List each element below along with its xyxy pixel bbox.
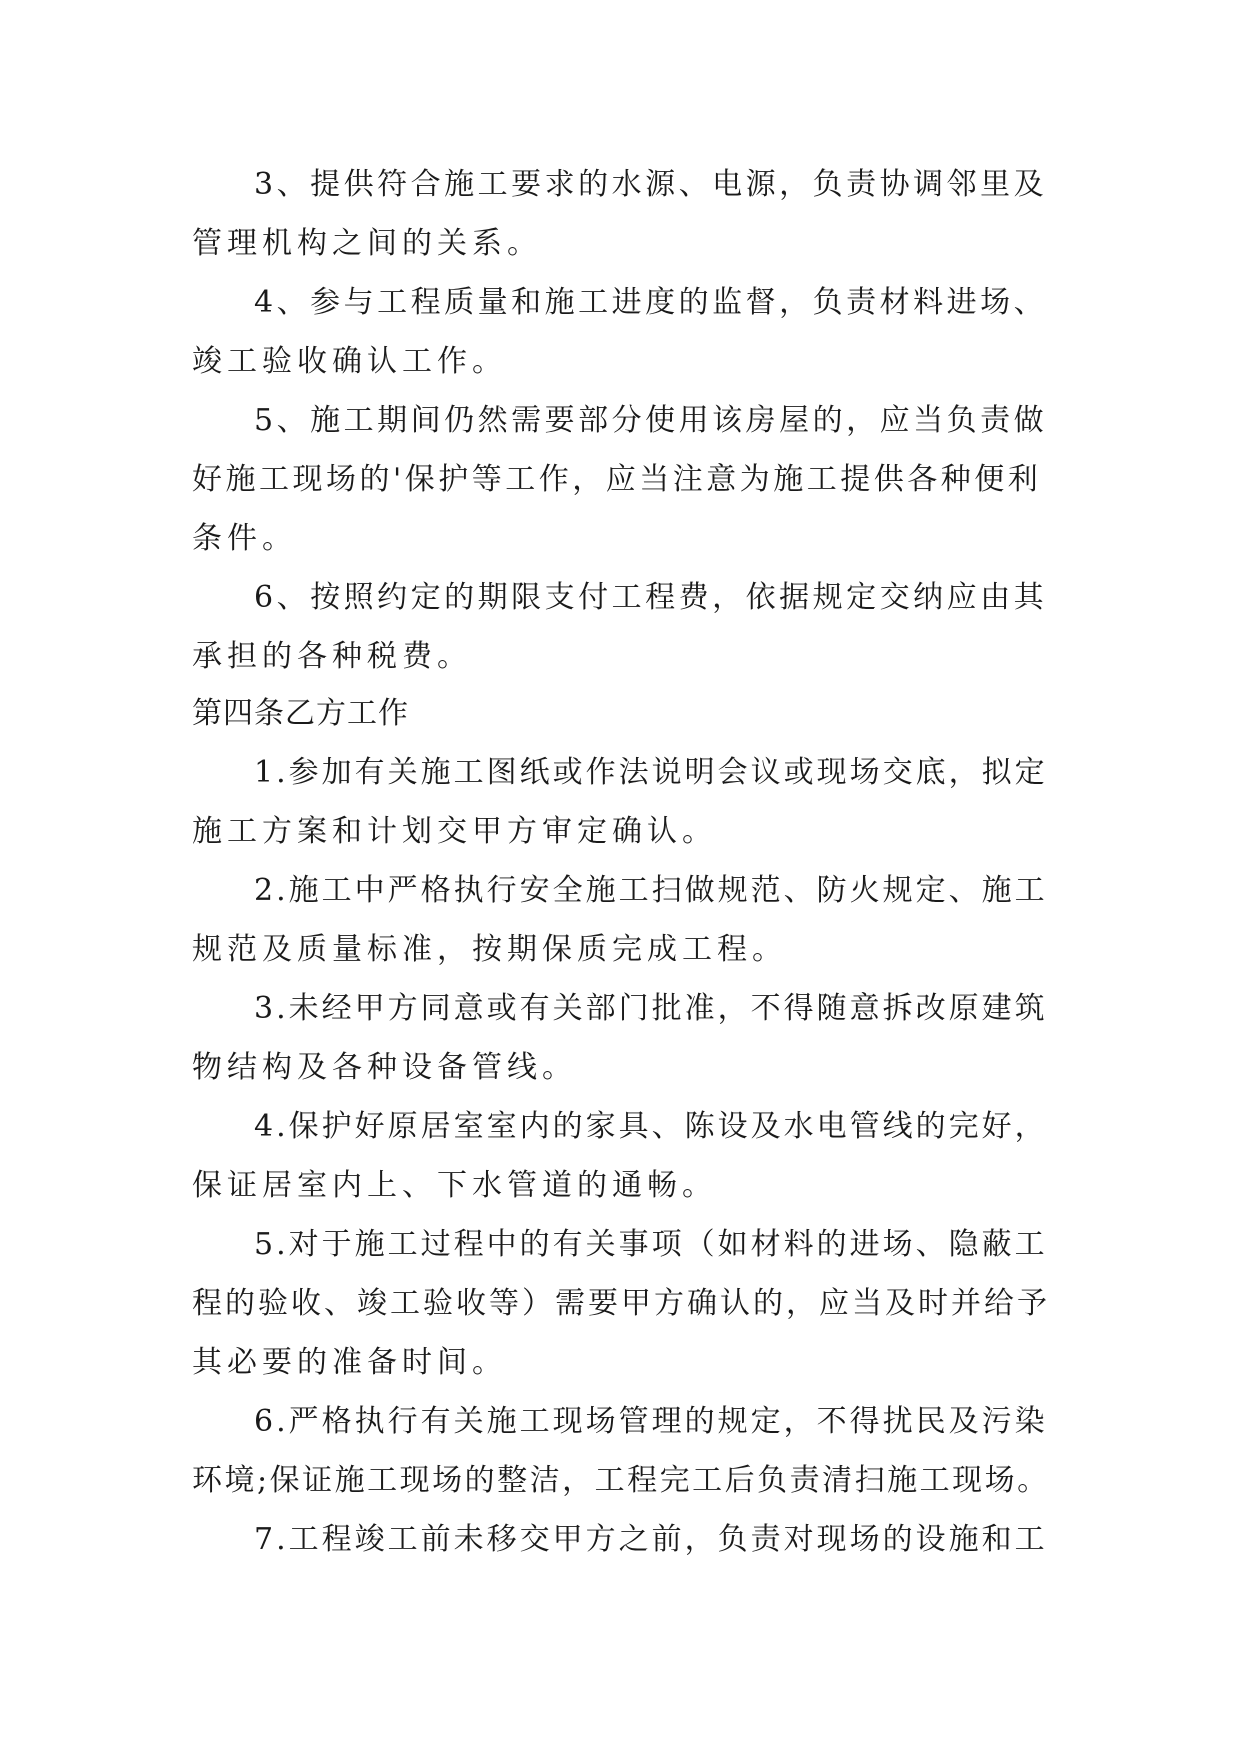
paragraph-line: 条件。 bbox=[192, 521, 297, 556]
paragraph-line: 5、施工期间仍然需要部分使用该房屋的，应当负责做 bbox=[254, 403, 1048, 438]
paragraph-line: 7.工程竣工前未移交甲方之前，负责对现场的设施和工 bbox=[254, 1522, 1048, 1557]
paragraph-line: 其必要的准备时间。 bbox=[192, 1345, 507, 1380]
paragraph-line: 施工方案和计划交甲方审定确认。 bbox=[192, 814, 717, 849]
paragraph-line: 6.严格执行有关施工现场管理的规定，不得扰民及污染 bbox=[254, 1404, 1048, 1439]
paragraph-line: 保证居室内上、下水管道的通畅。 bbox=[192, 1168, 717, 1203]
paragraph-line: 规范及质量标准，按期保质完成工程。 bbox=[192, 932, 787, 967]
paragraph-line: 4.保护好原居室室内的家具、陈设及水电管线的完好， bbox=[254, 1109, 1048, 1144]
paragraph-line: 5.对于施工过程中的有关事项（如材料的进场、隐蔽工 bbox=[254, 1227, 1048, 1262]
paragraph-line: 物结构及各种设备管线。 bbox=[192, 1050, 577, 1085]
paragraph-line: 好施工现场的'保护等工作，应当注意为施工提供各种便利 bbox=[192, 462, 1042, 497]
paragraph-line: 3.未经甲方同意或有关部门批准，不得随意拆改原建筑 bbox=[254, 991, 1048, 1026]
paragraph-line: 竣工验收确认工作。 bbox=[192, 344, 507, 379]
paragraph-line: 环境;保证施工现场的整洁，工程完工后负责清扫施工现场。 bbox=[192, 1463, 1050, 1498]
paragraph-line: 管理机构之间的关系。 bbox=[192, 226, 542, 261]
paragraph-line: 程的验收、竣工验收等）需要甲方确认的，应当及时并给予 bbox=[192, 1286, 1050, 1321]
paragraph-line: 6、按照约定的期限支付工程费，依据规定交纳应由其 bbox=[254, 580, 1048, 615]
section-heading: 第四条乙方工作 bbox=[192, 696, 409, 731]
paragraph-line: 承担的各种税费。 bbox=[192, 639, 472, 674]
paragraph-line: 1.参加有关施工图纸或作法说明会议或现场交底，拟定 bbox=[254, 755, 1048, 790]
paragraph-line: 2.施工中严格执行安全施工扫做规范、防火规定、施工 bbox=[254, 873, 1048, 908]
paragraph-line: 3、提供符合施工要求的水源、电源，负责协调邻里及 bbox=[254, 167, 1048, 202]
paragraph-line: 4、参与工程质量和施工进度的监督，负责材料进场、 bbox=[254, 285, 1048, 320]
